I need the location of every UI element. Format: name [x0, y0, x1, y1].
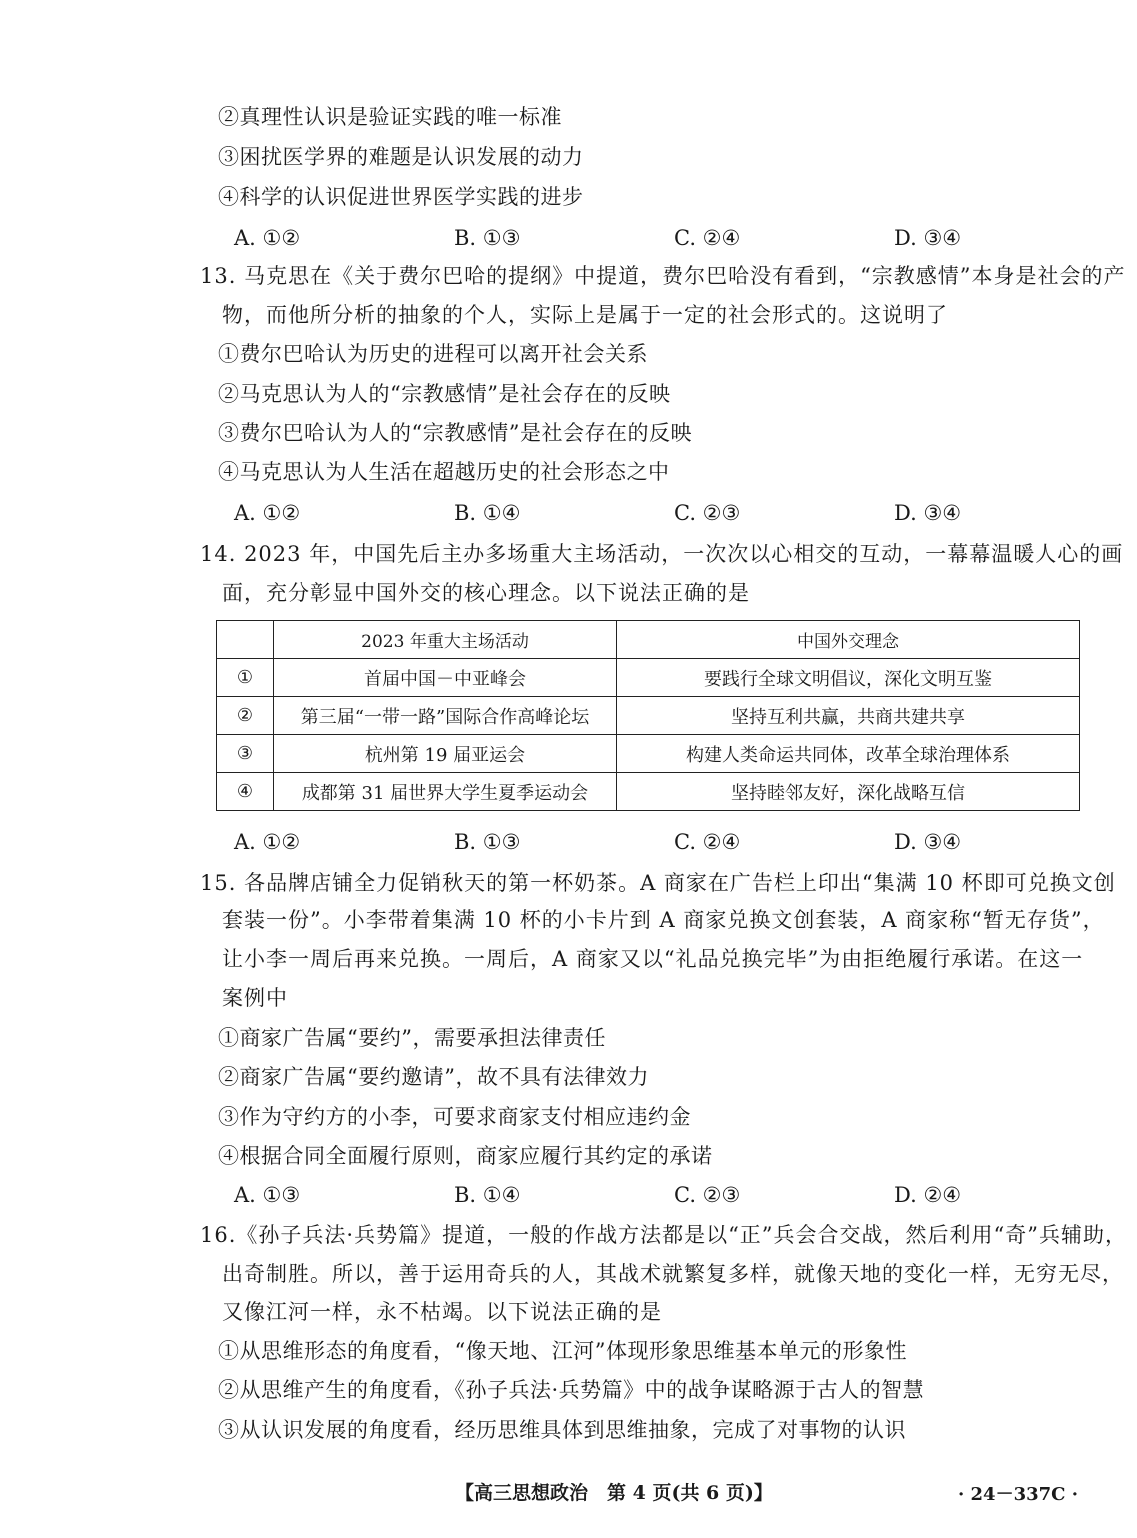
- table-cell-event: 首届中国－中亚峰会: [274, 659, 617, 697]
- q15-options: [234, 1181, 994, 1209]
- exam-code: · 24－337C ·: [958, 1484, 1079, 1505]
- q14-option-a: A. ①②: [234, 830, 301, 854]
- q13-statement-2: ②马克思认为人的“宗教感情”是社会存在的反映: [218, 382, 671, 406]
- table-cell-concept: 坚持互利共赢，共商共建共享: [617, 697, 1080, 735]
- table-cell-index: ④: [217, 773, 274, 811]
- q16-stem-line-3: 又像江河一样，永不枯竭。以下说法正确的是: [222, 1300, 662, 1324]
- table-cell-event: 杭州第 19 届亚运会: [274, 735, 617, 773]
- q14-options: [234, 828, 994, 856]
- q13-stem-line-2: 物，而他所分析的抽象的个人，实际上是属于一定的社会形式的。这说明了: [222, 303, 948, 327]
- q16-stem-line-2: 出奇制胜。所以，善于运用奇兵的人，其战术就繁复多样，就像天地的变化一样，无穷无尽，: [222, 1262, 1124, 1286]
- q14-table: [216, 620, 1080, 811]
- q14-option-d: D. ③④: [894, 830, 962, 854]
- table-cell-index: ②: [217, 697, 274, 735]
- table-row: [217, 735, 1080, 773]
- q15-statement-2: ②商家广告属“要约邀请”，故不具有法律效力: [218, 1065, 649, 1089]
- q16-statement-2: ②从思维产生的角度看，《孙子兵法·兵势篇》中的战争谋略源于古人的智慧: [218, 1378, 925, 1402]
- table-cell-event: 成都第 31 届世界大学生夏季运动会: [274, 773, 617, 811]
- q13-statement-1: ①费尔巴哈认为历史的进程可以离开社会关系: [218, 342, 648, 366]
- table-header-row: [217, 621, 1080, 659]
- table-cell-index: ①: [217, 659, 274, 697]
- table-cell-event: 第三届“一带一路”国际合作高峰论坛: [274, 697, 617, 735]
- q12-option-d: D. ③④: [894, 226, 962, 250]
- q12-option-c: C. ②④: [674, 226, 741, 250]
- table-cell-concept: 要践行全球文明倡议，深化文明互鉴: [617, 659, 1080, 697]
- q13-statement-4: ④马克思认为人生活在超越历史的社会形态之中: [218, 460, 670, 484]
- q13-options: [234, 499, 994, 527]
- q15-option-c: C. ②③: [674, 1183, 741, 1207]
- q14-stem-line-1: 14. 2023 年，中国先后主办多场重大主场活动，一次次以心相交的互动，一幕幕温暖人心的画: [200, 542, 1124, 566]
- table-header-event: 2023 年重大主场活动: [274, 621, 617, 659]
- q13-option-b: B. ①④: [454, 501, 521, 525]
- q13-statement-3: ③费尔巴哈认为人的“宗教感情”是社会存在的反映: [218, 421, 692, 445]
- q12-option-a: A. ①②: [234, 226, 301, 250]
- q13-option-d: D. ③④: [894, 501, 962, 525]
- q16-statement-1: ①从思维形态的角度看，“像天地、江河”体现形象思维基本单元的形象性: [218, 1339, 907, 1363]
- page-footer-title: 【高三思想政治 第 4 页(共 6 页)】: [455, 1482, 773, 1504]
- q12-statement-2: ②真理性认识是验证实践的唯一标准: [218, 105, 562, 129]
- table-row: [217, 659, 1080, 697]
- q15-option-b: B. ①④: [454, 1183, 521, 1207]
- q12-options: [234, 224, 994, 252]
- q15-option-a: A. ①③: [234, 1183, 301, 1207]
- q12-statement-3: ③困扰医学界的难题是认识发展的动力: [218, 145, 584, 169]
- q13-stem-line-1: 13. 马克思在《关于费尔巴哈的提纲》中提道，费尔巴哈没有看到，“宗教感情”本身是社会的产: [200, 264, 1126, 288]
- q13-option-a: A. ①②: [234, 501, 301, 525]
- q15-stem-line-4: 案例中: [222, 986, 288, 1010]
- q16-stem-line-1: 16.《孙子兵法·兵势篇》提道，一般的作战方法都是以“正”兵会合交战，然后利用“奇”兵辅助，: [200, 1223, 1128, 1247]
- q15-statement-4: ④根据合同全面履行原则，商家应履行其约定的承诺: [218, 1144, 713, 1168]
- table-cell-concept: 坚持睦邻友好，深化战略互信: [617, 773, 1080, 811]
- table-header-index: [217, 621, 274, 659]
- q16-statement-3: ③从认识发展的角度看，经历思维具体到思维抽象，完成了对事物的认识: [218, 1418, 906, 1442]
- table-row: [217, 697, 1080, 735]
- q15-option-d: D. ②④: [894, 1183, 962, 1207]
- table-cell-index: ③: [217, 735, 274, 773]
- q12-statement-4: ④科学的认识促进世界医学实践的进步: [218, 185, 584, 209]
- q15-stem-line-3: 让小李一周后再来兑换。一周后，A 商家又以“礼品兑换完毕”为由拒绝履行承诺。在这一: [222, 947, 1084, 971]
- q14-option-c: C. ②④: [674, 830, 741, 854]
- table-header-concept: 中国外交理念: [617, 621, 1080, 659]
- table-row: [217, 773, 1080, 811]
- q14-stem-line-2: 面，充分彰显中国外交的核心理念。以下说法正确的是: [222, 581, 750, 605]
- q15-stem-line-2: 套装一份”。小李带着集满 10 杯的小卡片到 A 商家兑换文创套装，A 商家称“暂无存货”，: [222, 908, 1105, 932]
- q15-stem-line-1: 15. 各品牌店铺全力促销秋天的第一杯奶茶。A 商家在广告栏上印出“集满 10 杯即可兑换文创: [200, 871, 1116, 895]
- q15-statement-3: ③作为守约方的小李，可要求商家支付相应违约金: [218, 1105, 691, 1129]
- q14-option-b: B. ①③: [454, 830, 521, 854]
- table-cell-concept: 构建人类命运共同体，改革全球治理体系: [617, 735, 1080, 773]
- q15-statement-1: ①商家广告属“要约”，需要承担法律责任: [218, 1026, 606, 1050]
- q13-option-c: C. ②③: [674, 501, 741, 525]
- q12-option-b: B. ①③: [454, 226, 521, 250]
